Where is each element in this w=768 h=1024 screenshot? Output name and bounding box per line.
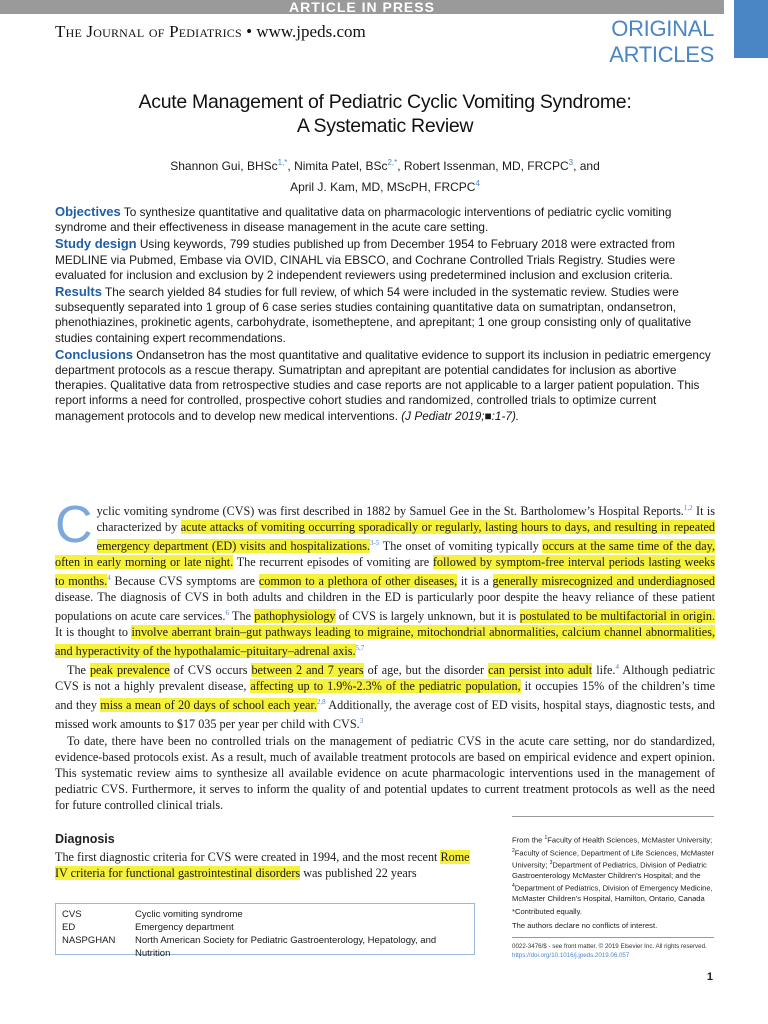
highlighted-text: can persist into adult — [488, 663, 593, 678]
reference-citation[interactable]: 4 — [615, 663, 619, 672]
abstract — [55, 204, 715, 425]
text-run: It is thought to — [55, 625, 132, 640]
text-run: life. — [592, 663, 616, 678]
abstract-conclusions — [55, 347, 715, 424]
highlighted-text: pathophysiology — [254, 609, 336, 624]
reference-citation[interactable]: 1,2 — [683, 504, 693, 512]
section-label — [609, 16, 714, 68]
title-line2: A Systematic Review — [296, 115, 474, 137]
article-in-press-banner: ARTICLE IN PRESS — [0, 0, 724, 14]
abbreviation-definition: Emergency department — [135, 922, 234, 933]
text-run: The onset of vomiting typically — [379, 539, 543, 554]
intro-paragraph-2 — [55, 659, 715, 732]
highlighted-text: involve aberrant brain–gut pathways leading to migraine, mitochondrial abnormalities, calcium channel abnormalities, and hyperactivity of the hypothalamic–pituitary–adrenal axis. — [55, 625, 715, 659]
text-run: of CVS occurs — [169, 663, 252, 678]
affiliations-sidebar — [512, 816, 714, 960]
text-run: To date, there have been no controlled trials on the management of pediatric CVS in the acute care setting, nor do standardized, evidence-based protocols exist. As a result, much of available treatment protocols are based on empirical evidence and expert opinion. This systematic review aims to synthesize all available evidence on acute pharmacologic interventions used in the management of pediatric CVS. Furthermore, it serves to inform the quality of and potential updates to current treatment protocols as well as the need for future controlled clinical trials. — [55, 733, 715, 812]
text-run: Because CVS symptoms are — [110, 574, 259, 589]
highlighted-text: affecting up to 1.9%-2.3% of the pediatric population, — [250, 679, 521, 694]
citation: (J Pediatr 2019;■:1-7). — [397, 408, 520, 423]
author-list — [60, 154, 710, 196]
text-run: Department of Pediatrics, Division of Pediatric Gastroenterology McMaster Children’s Hospital; and the — [512, 861, 707, 881]
reference-citation[interactable]: 6 — [225, 609, 229, 618]
abbreviation: NASPGHAN — [62, 935, 116, 946]
author-3: , Robert Issenman, MD, FRCPC — [397, 159, 569, 173]
author-conj: , and — [573, 159, 600, 173]
author-2: , Nimita Patel, BSc — [287, 159, 388, 173]
drop-cap: C — [55, 496, 93, 554]
objectives-label: Objectives — [55, 204, 121, 219]
text-run: Although pediatric CVS is not a highly prevalent disease, — [55, 663, 715, 694]
text-run: From the — [512, 835, 545, 845]
reference-citation[interactable]: 3-5 — [370, 539, 380, 548]
header-separator: • — [246, 22, 253, 41]
journal-header — [55, 22, 366, 42]
author-2-affil[interactable]: 2,* — [387, 158, 398, 167]
abbreviation-row — [62, 908, 474, 921]
affiliation-marker: 3 — [549, 860, 553, 867]
abstract-results — [55, 284, 715, 346]
text-run: disease. The diagnosis of CVS in both adults and children in the ED is particularly poor despite the heavy reliance of these patient populations on acute care services. — [55, 590, 715, 624]
highlighted-text: generally misrecognized and underdiagnosed — [492, 574, 715, 589]
reference-citation[interactable]: 4 — [107, 574, 111, 583]
highlighted-text: Rome IV criteria for functional gastrointestinal disorders — [55, 850, 470, 880]
text-run: The — [228, 609, 255, 624]
abbreviation-row — [62, 921, 474, 934]
text-run: was published 22 years — [300, 866, 417, 880]
highlighted-text: miss a mean of 20 days of school each year. — [100, 698, 317, 713]
text-run: of age, but the disorder — [363, 663, 489, 678]
author-1: Shannon Gui, BHSc — [170, 159, 278, 173]
author-1-affil[interactable]: 1,* — [277, 158, 288, 167]
title-line1: Acute Management of Pediatric Cyclic Vomiting Syndrome: — [138, 91, 632, 113]
study-design-label: Study design — [55, 236, 137, 252]
text-run: it occupies 15% of the children’s time and they — [55, 679, 715, 713]
objectives-text: To synthesize quantitative and qualitative data on pharmacologic interventions of pediatric cyclic vomiting syndrome and their effectiveness in disease management in the acute care setting. — [55, 205, 672, 235]
text-run: The first diagnostic criteria for CVS were created in 1994, and the most recent — [55, 850, 441, 864]
abbreviation-row — [62, 934, 474, 960]
text-run: yclic vomiting syndrome (CVS) was first described in 1882 by Samuel Gee in the St. Bartholomew’s Hospital Reports. — [96, 504, 684, 519]
highlighted-text: occurs at the same time of the day, often in early morning or late night. — [55, 539, 715, 570]
text-run: Faculty of Science, Department of Life Sciences, McMaster University; — [512, 848, 714, 870]
section-label-line2: ARTICLES — [609, 42, 714, 67]
text-run: of CVS is largely unknown, but it is — [335, 609, 520, 624]
reference-citation[interactable]: 5,7 — [355, 644, 365, 653]
abbreviation-definition: Cyclic vomiting syndrome — [135, 909, 243, 920]
text-run: Additionally, the average cost of ED visits, hospital stays, diagnostic tests, and missed work amounts to $17 035 per year per child with CVS. — [55, 698, 715, 732]
author-4-affil[interactable]: 4 — [475, 179, 480, 188]
study-design-text: Using keywords, 799 studies published up from December 1954 to February 2018 were extracted from MEDLINE via Pubmed, Embase via OVID, CINAHL via EBSCO, and Cochrane Controlled Trials Registry. Studies were evaluated for inclusion and exclusion by 2 independent reviewers using predetermined inclusion and exclusion criteria. — [55, 237, 676, 282]
abstract-objectives — [55, 204, 715, 235]
conclusions-label: Conclusions — [55, 346, 134, 362]
highlighted-text: common to a plethora of other diseases, — [258, 574, 458, 589]
abstract-study-design — [55, 236, 715, 283]
copyright-line: 0022-3476/$ - see front matter. © 2019 Elsevier Inc. All rights reserved. — [512, 942, 707, 950]
affiliations-text — [512, 833, 714, 904]
highlighted-text: between 2 and 7 years — [251, 663, 364, 678]
intro-paragraph-1 — [55, 496, 716, 659]
text-run: Faculty of Health Sciences, McMaster University; — [547, 835, 713, 845]
text-run: The recurrent episodes of vomiting are — [233, 555, 433, 570]
abbreviation-definition: North American Society for Pediatric Gastroenterology, Hepatology, and Nutrition — [135, 935, 437, 959]
journal-name: The Journal of Pediatrics — [55, 22, 242, 41]
doi-link[interactable]: https://doi.org/10.1016/j.jpeds.2019.06.057 — [512, 951, 630, 959]
reference-citation[interactable]: 3 — [359, 717, 364, 726]
abbreviation: ED — [62, 922, 76, 933]
text-run: The — [67, 663, 90, 678]
highlighted-text: acute attacks of vomiting occurring sporadically or regularly, lasting hours to days, and resulting in repeated emergency department (ED) visits and hospitalizations. — [96, 520, 715, 554]
intro-paragraph-3 — [55, 733, 715, 813]
author-3-affil[interactable]: 3 — [568, 158, 574, 167]
diagnosis-heading: Diagnosis — [55, 832, 115, 846]
article-title — [60, 90, 710, 138]
diagnosis-text — [55, 849, 475, 881]
text-run: Department of Pediatrics, Division of Emergency Medicine, McMaster Children’s Hospital, Hamilton, Ontario, Canada — [512, 883, 713, 904]
abbreviations-table — [62, 908, 474, 960]
highlighted-text: postulated to be multifactorial in origin. — [519, 609, 716, 624]
abbreviation: CVS — [62, 909, 82, 920]
results-text: The search yielded 84 studies for full review, of which 54 were included in the systematic review. Studies were subsequently separated into 1 group of 6 case series studies containing quantitative data on sumatriptan, ondansetron, phenothiazines, prokinetic agents, carbohydrate, isometheptene, and aprepitant; 1 one group consisting only of qualitative studies containing expert recommendations. — [55, 285, 692, 345]
highlighted-text: peak prevalence — [89, 663, 170, 678]
affiliation-marker: 1 — [544, 835, 548, 841]
intro-body — [55, 496, 716, 813]
text-run: It is characterized by — [96, 504, 715, 535]
section-color-tab — [734, 0, 768, 58]
highlighted-text: followed by symptom-free interval periods lasting weeks to months. — [55, 555, 715, 589]
page-number: 1 — [706, 971, 713, 983]
text-run: it is a — [457, 574, 493, 589]
abbreviations-box — [55, 903, 475, 959]
section-label-line1: ORIGINAL — [611, 16, 714, 41]
conflict-of-interest-note: The authors declare no conflicts of interest. — [512, 920, 658, 930]
affiliation-marker: 2 — [512, 847, 515, 854]
conclusions-text: Ondansetron has the most quantitative and qualitative evidence to support its inclusion in pediatric emergency department protocols as a rescue therapy. Sumatriptan and aprepitant are potential candidates for inclusion as abortive therapies. Qualitative data from retrospective studies and case reports are not applicable to a larger patient population. This report informs a need for controlled, prospective cohort studies and randomized, controlled trials to optimize current management protocols and to develop new medical interventions. — [55, 347, 711, 423]
equal-contribution-note: *Contributed equally. — [512, 907, 582, 917]
affiliation-marker: 4 — [512, 883, 515, 890]
results-label: Results — [55, 284, 102, 300]
reference-citation[interactable]: 2,8 — [316, 698, 326, 707]
sidebar-divider — [512, 937, 714, 938]
author-4: April J. Kam, MD, MScPH, FRCPC — [290, 180, 476, 194]
journal-url[interactable]: www.jpeds.com — [256, 22, 366, 41]
